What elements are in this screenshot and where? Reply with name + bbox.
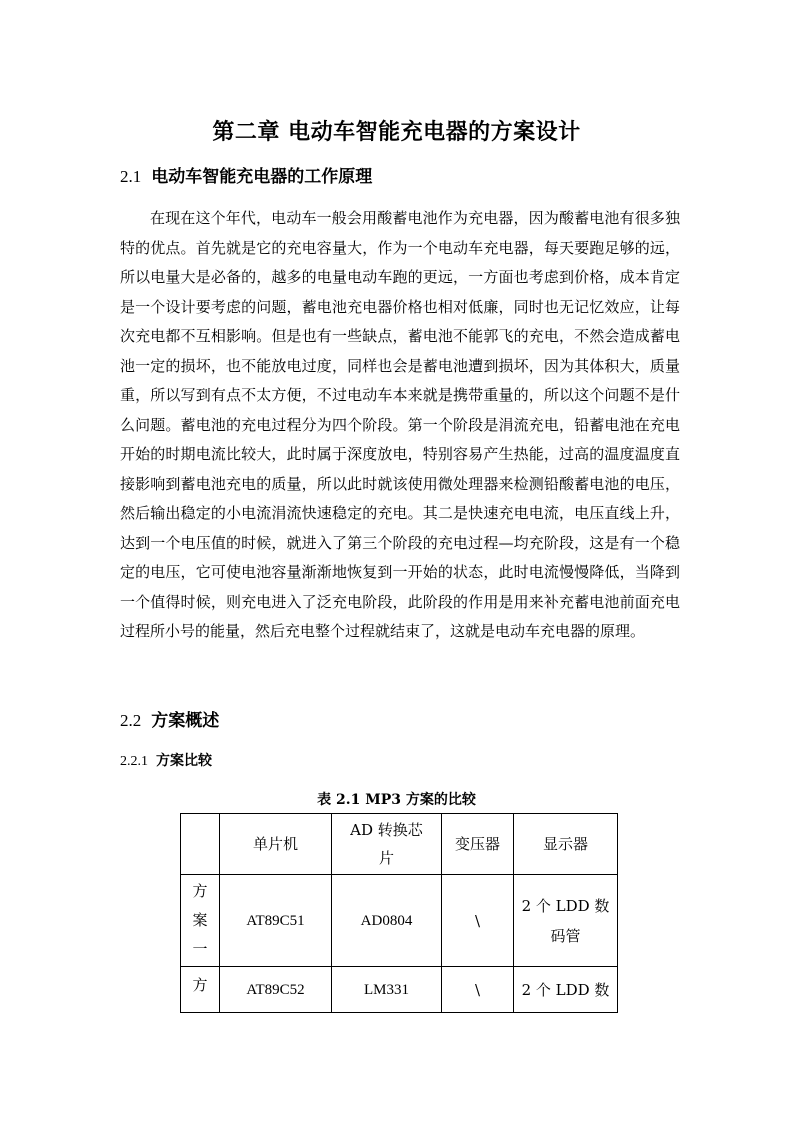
table-header-cell: 显示器 xyxy=(514,814,618,875)
section-title: 方案比较 xyxy=(156,753,212,769)
section-heading-2-2 xyxy=(120,706,219,731)
table-row xyxy=(181,967,618,1013)
row-label: 方 xyxy=(181,967,220,1013)
table-caption: 表 2.1 MP3 方案的比较 xyxy=(317,792,476,808)
table-cell: \ xyxy=(442,967,514,1013)
table-cell: AD0804 xyxy=(332,875,442,967)
section-number: 2.1 xyxy=(120,167,142,186)
table-header-cell: AD 转换芯片 xyxy=(332,814,442,875)
table-header-cell: 变压器 xyxy=(442,814,514,875)
section-title: 电动车智能充电器的工作原理 xyxy=(151,167,373,187)
table-header-row xyxy=(181,814,618,875)
body-paragraph: 在现在这个年代，电动车一般会用酸蓄电池作为充电器，因为酸蓄电池有很多独特的优点。首先就是它的充电容量大，作为一个电动车充电器，每天要跑足够的远，所以电量大是必备的，越多的电量电动车跑的更远，一方面也考虑到价格，成本肯定是一个设计要考虑的问题，蓄电池充电器价格也相对低廉，同时也无记忆效应，让每次充电都不互相影响。但是也有一些缺点，蓄电池不能郭飞的充电，不然会造成蓄电池一定的损坏，也不能放电过度，同样也会是蓄电池遭到损坏，因为其体积大，质量重，所以写到有点不太方便，不过电动车本来就是携带重量的，所以这个问题不是什么问题。蓄电池的充电过程分为四个阶段。第一个阶段是涓流充电，铅蓄电池在充电开始的时期电流比较大，此时属于深度放电，特别容易产生热能，过高的温度温度直接影响到蓄电池充电的质量，所以此时就该使用微处理器来检测铅酸蓄电池的电压，然后输出稳定的小电流涓流快速稳定的充电。其二是快速充电电流，电压直线上升，达到一个电压值的时候，就进入了第三个阶段的充电过程—均充阶段，这是有一个稳定的电压，它可使电池容量渐渐地恢复到一开始的状态，此时电流慢慢降低，当降到一个值得时候，则充电进入了泛充电阶段，此阶段的作用是用来补充蓄电池前面充电过程所小号的能量，然后充电整个过程就结束了，这就是电动车充电器的原理。 xyxy=(120,209,680,640)
table-header-cell: 单片机 xyxy=(220,814,332,875)
table-row xyxy=(181,875,618,967)
section-heading-2-1 xyxy=(120,162,372,187)
chapter-title: 第二章 电动车智能充电器的方案设计 xyxy=(212,119,581,145)
section-heading-2-2-1 xyxy=(120,750,212,770)
table-cell: 2 个 LDD 数码管 xyxy=(514,875,618,967)
table-cell: AT89C52 xyxy=(220,967,332,1013)
section-number: 2.2.1 xyxy=(120,754,148,769)
section-number: 2.2 xyxy=(120,711,142,730)
table-cell: 2 个 LDD 数 xyxy=(514,967,618,1013)
row-label: 方案一 xyxy=(181,875,220,967)
comparison-table xyxy=(180,813,618,1013)
table-cell: AT89C51 xyxy=(220,875,332,967)
table-header-cell xyxy=(181,814,220,875)
table-cell: LM331 xyxy=(332,967,442,1013)
section-title: 方案概述 xyxy=(151,711,220,731)
table-cell: \ xyxy=(442,875,514,967)
